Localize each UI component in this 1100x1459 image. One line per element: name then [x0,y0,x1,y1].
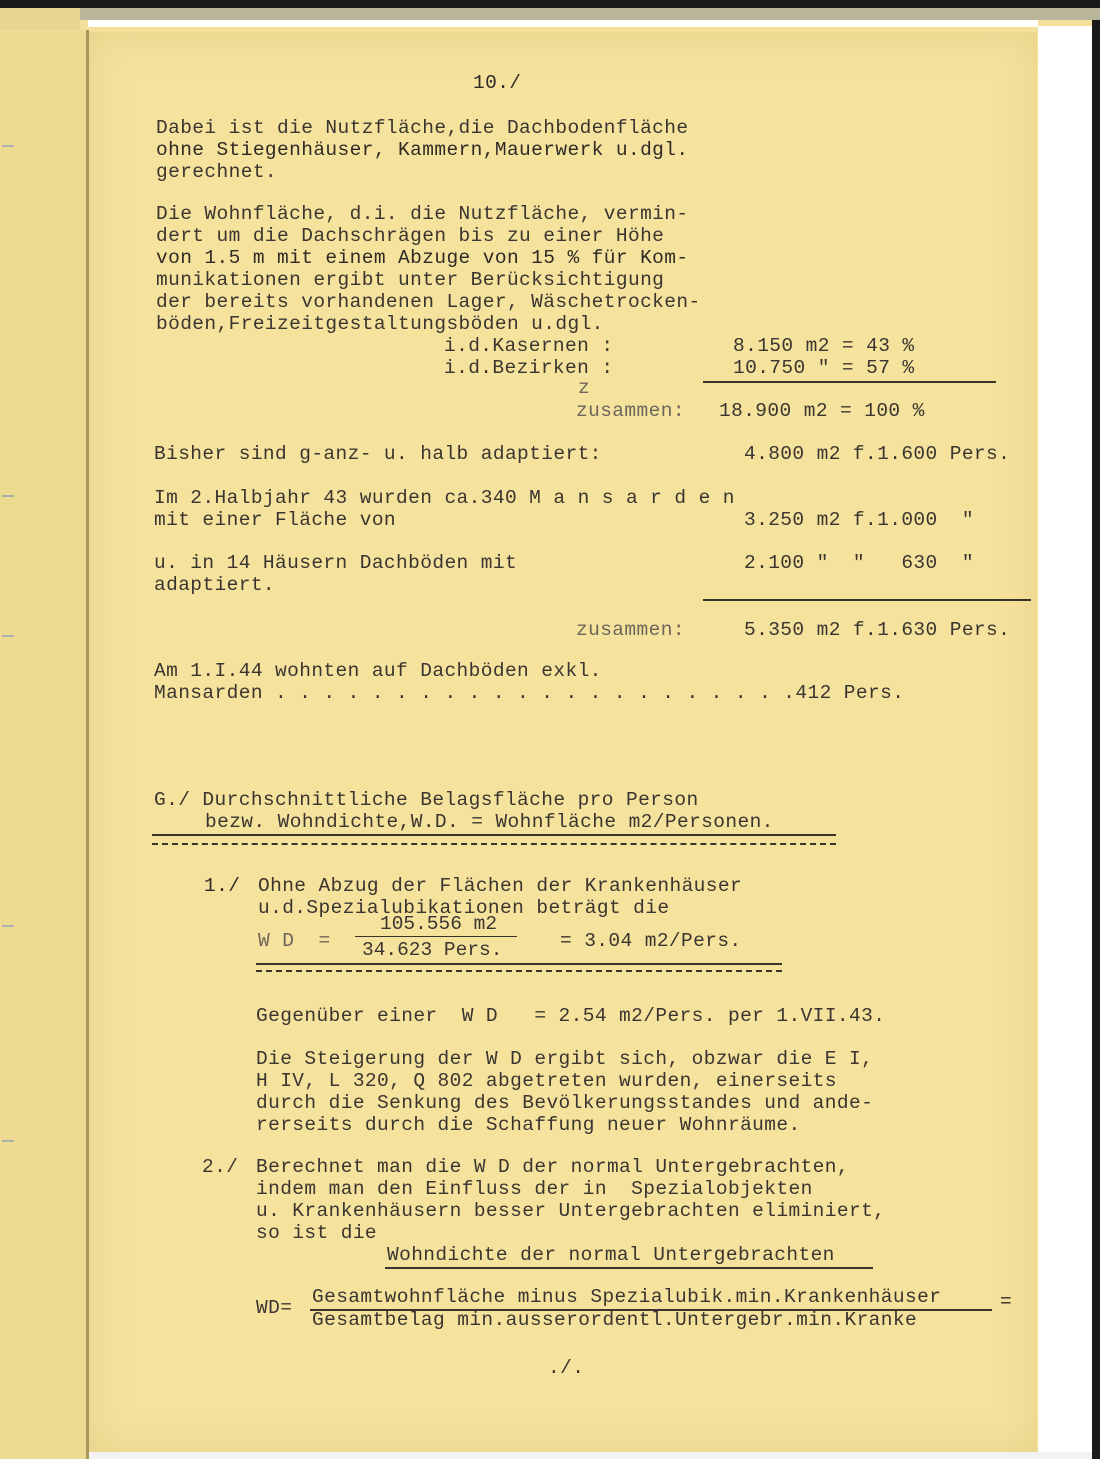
previous-page-edge [0,30,89,1459]
margin-mark [2,635,14,637]
explanation-line: durch die Senkung des Bevölkerungsstandes und ande- [256,1092,874,1114]
margin-mark [2,925,14,927]
wohnflaeche-line: der bereits vorhandenen Lager, Wäschetrocken- [156,291,701,313]
heading-dashed-underline [152,843,836,845]
mansarden-line: Im 2.Halbjahr 43 wurden ca.340 M a n s a r d e n [154,487,735,509]
item2-line: indem man den Einfluss der in Spezialobjekten [256,1178,813,1200]
margin-mark [2,145,14,147]
back-page-top-edge [0,8,80,30]
fraction-bar [355,936,517,937]
formula-equals: = [1000,1291,1013,1313]
sum-rule [703,381,996,383]
wohnflaeche-line: böden,Freizeitgestaltungsböden u.dgl. [156,313,604,335]
area-row-label: i.d.Kasernen : [444,335,614,357]
continuation-mark: ./. [548,1357,585,1379]
intro-line: gerechnet. [156,161,278,183]
subheading-underline [385,1267,873,1269]
formula-label: WD= [256,1297,293,1319]
item2-line: Berechnet man die W D der normal Untergebrachten, [256,1156,849,1178]
explanation-line: H IV, L 320, Q 802 abgetreten wurden, einerseits [256,1070,837,1092]
underlying-page-edge [80,8,1100,20]
wohnflaeche-line: Die Wohnfläche, d.i. die Nutzfläche, vermin- [156,203,689,225]
wd-denominator: 34.623 Pers. [362,939,503,961]
formula-denominator: Gesamtbelag min.ausserordentl.Untergebr.min.Kranke [312,1309,918,1331]
wohnflaeche-line: von 1.5 m mit einem Abzuge von 15 % für Kom- [156,247,689,269]
scan-white-edge [88,20,1038,27]
area-row-value: 8.150 m2 = 43 % [733,335,915,357]
area-total-label: zusammen: [576,400,685,422]
mansarden-area-label: mit einer Fläche von [154,509,397,531]
wd-result: = 3.04 m2/Pers. [560,930,742,952]
intro-line: ohne Stiegenhäuser, Kammern,Mauerwerk u.dgl. [156,139,689,161]
adapted-total-value: 5.350 m2 f.1.630 Pers. [744,619,1011,641]
dachboden-residents-line: Am 1.I.44 wohnten auf Dachböden exkl. [154,660,602,682]
scan-bottom-edge [89,1452,1092,1459]
area-row-label: i.d.Bezirken : [444,357,614,379]
area-total-value: 18.900 m2 = 100 % [719,400,925,422]
wohnflaeche-line: munikationen ergibt unter Berücksichtigung [156,269,665,291]
result-dashed-underline [256,970,782,972]
margin-mark [2,495,14,497]
dachboeden-value: 2.100 " " 630 " [744,552,974,574]
margin-mark [2,1140,14,1142]
wd-numerator: 105.556 m2 [380,913,498,935]
result-underline [256,963,782,965]
scan-right-border [1092,20,1100,1459]
page-number: 10./ [473,72,522,94]
item2-line: so ist die [256,1222,378,1244]
mansarden-area-value: 3.250 m2 f.1.000 " [744,509,974,531]
section-g-heading: G./ Durchschnittliche Belagsfläche pro Person [154,789,699,811]
heading-underline [152,834,836,836]
item2-subheading: Wohndichte der normal Untergebrachten [387,1244,835,1266]
adapted-continuation: adaptiert. [154,574,276,596]
section-g-heading: bezw. Wohndichte,W.D. = Wohnfläche m2/Personen. [205,811,774,833]
scan-top-border [0,0,1100,8]
item-number: 2./ [202,1156,239,1178]
formula-numerator: Gesamtwohnfläche minus Spezialubik.min.Krankenhäuser [312,1286,942,1308]
wd-comparison: Gegenüber einer W D = 2.54 m2/Pers. per 1.VII.43. [256,1005,886,1027]
adapted-label: Bisher sind g-anz- u. halb adaptiert: [154,443,602,465]
sum-rule [703,599,1031,601]
stray-mark: z [578,377,591,399]
item1-line: u.d.Spezialubikationen beträgt die [258,897,670,919]
explanation-line: rerseits durch die Schaffung neuer Wohnräume. [256,1114,801,1136]
adapted-value: 4.800 m2 f.1.600 Pers. [744,443,1011,465]
adapted-total-label: zusammen: [576,619,685,641]
explanation-line: Die Steigerung der W D ergibt sich, obzwar die E I, [256,1048,874,1070]
item1-line: Ohne Abzug der Flächen der Krankenhäuser [258,875,743,897]
scan-right-margin [1038,26,1093,1459]
area-row-value: 10.750 " = 57 % [733,357,915,379]
item2-line: u. Krankenhäusern besser Untergebrachten eliminiert, [256,1200,886,1222]
wd-label: W D = [258,930,331,952]
dachboeden-label: u. in 14 Häusern Dachböden mit [154,552,518,574]
intro-line: Dabei ist die Nutzfläche,die Dachbodenfläche [156,117,689,139]
dachboden-residents-line: Mansarden . . . . . . . . . . . . . . . . . . . . . .412 Pers. [154,682,905,704]
wohnflaeche-line: dert um die Dachschrägen bis zu einer Höhe [156,225,665,247]
item-number: 1./ [204,875,241,897]
